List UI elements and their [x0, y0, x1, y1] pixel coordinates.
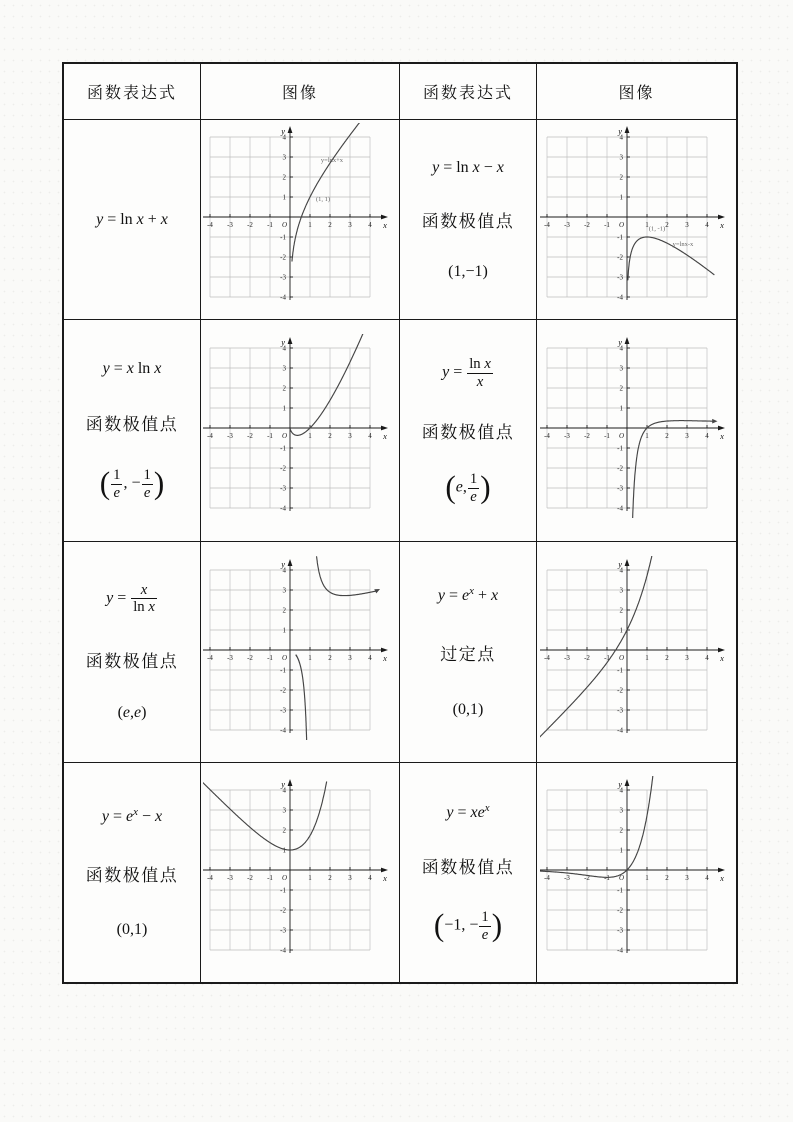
svg-text:y: y	[617, 558, 622, 569]
svg-text:y: y	[281, 779, 285, 789]
svg-text:4: 4	[619, 566, 623, 574]
svg-text:1: 1	[308, 653, 312, 662]
svg-text:3: 3	[684, 432, 689, 440]
svg-text:-4: -4	[543, 432, 550, 440]
svg-text:-3: -3	[616, 926, 623, 935]
svg-text:-1: -1	[616, 886, 623, 895]
svg-text:1: 1	[644, 432, 649, 440]
svg-text:3: 3	[619, 806, 623, 815]
graph-cell-r2-left	[201, 320, 400, 542]
svg-text:3: 3	[348, 432, 352, 440]
svg-text:2: 2	[664, 432, 669, 440]
formula-text: y = $\frac{\text{ln x}}{x}$	[442, 356, 491, 390]
graph-cell-r1-right	[537, 120, 736, 320]
svg-text:x: x	[383, 873, 387, 883]
svg-text:2: 2	[282, 384, 286, 393]
svg-text:2: 2	[328, 432, 332, 440]
function-curve	[539, 556, 654, 738]
svg-text:-4: -4	[280, 293, 286, 302]
plot-x-ln-x	[202, 334, 398, 527]
svg-text:-3: -3	[227, 874, 233, 882]
fixed-point-label: 过定点	[440, 645, 496, 665]
svg-text:1: 1	[644, 653, 649, 662]
svg-text:-3: -3	[227, 653, 233, 662]
svg-text:-1: -1	[280, 444, 286, 453]
svg-text:3: 3	[684, 874, 689, 882]
svg-text:1: 1	[619, 846, 623, 855]
svg-text:y: y	[617, 779, 622, 789]
graph-cell-r3-left	[201, 542, 400, 763]
function-curve	[631, 421, 712, 522]
svg-text:-1: -1	[267, 653, 273, 662]
svg-text:O: O	[281, 221, 287, 229]
svg-text:1: 1	[308, 221, 312, 229]
svg-text:x: x	[383, 220, 387, 230]
extremum-label: 函数极值点	[85, 865, 179, 885]
svg-text:3: 3	[619, 364, 623, 373]
svg-text:2: 2	[328, 874, 332, 882]
svg-text:O: O	[618, 653, 624, 662]
expression-cell-r1-left	[64, 120, 201, 320]
svg-text:1: 1	[619, 193, 623, 202]
svg-text:1: 1	[308, 874, 312, 882]
header-graph-1: 图像	[201, 64, 400, 120]
svg-text:4: 4	[619, 786, 623, 795]
svg-text:2: 2	[664, 653, 669, 662]
svg-text:-2: -2	[616, 686, 623, 694]
svg-text:2: 2	[664, 221, 669, 229]
svg-text:-4: -4	[280, 504, 286, 513]
svg-text:4: 4	[704, 221, 709, 229]
svg-text:O: O	[281, 874, 287, 882]
svg-text:y: y	[281, 337, 285, 347]
formula-text: y = ln x + x	[96, 210, 168, 228]
function-curve	[203, 782, 327, 850]
extremum-label: 函数极值点	[421, 858, 515, 878]
svg-text:-4: -4	[207, 874, 213, 882]
point-text: ( $\frac{1}{e}$ , − $\frac{1}{e}$ )	[99, 466, 165, 502]
svg-text:4: 4	[368, 221, 372, 229]
svg-text:-3: -3	[563, 874, 570, 882]
svg-text:1: 1	[619, 626, 623, 634]
graph-cell-r2-right	[537, 320, 736, 542]
svg-text:2: 2	[328, 653, 332, 662]
svg-text:-3: -3	[227, 432, 233, 440]
curve-arrow	[712, 419, 717, 424]
svg-text:4: 4	[282, 344, 286, 353]
graph-cell-r4-right	[537, 763, 736, 982]
point-text: (1,−1)	[448, 262, 488, 280]
graph-svg	[539, 556, 735, 744]
svg-text:4: 4	[704, 653, 709, 662]
expression-cell-r4-right	[400, 763, 537, 982]
expression-cell-r2-left	[64, 320, 201, 542]
function-curve	[290, 334, 365, 435]
header-expression-2: 函数表达式	[400, 64, 537, 120]
svg-text:-3: -3	[280, 273, 286, 282]
svg-text:-2: -2	[280, 906, 286, 915]
expression-cell-r1-right	[400, 120, 537, 320]
svg-text:O: O	[618, 432, 624, 440]
extremum-label: 函数极值点	[421, 423, 515, 442]
svg-text:-2: -2	[247, 432, 253, 440]
svg-text:-3: -3	[616, 273, 623, 282]
svg-text:-2: -2	[583, 653, 590, 662]
svg-text:2: 2	[619, 606, 623, 614]
graph-svg	[539, 334, 735, 522]
svg-text:y: y	[617, 337, 622, 347]
svg-text:2: 2	[619, 826, 623, 835]
svg-text:-4: -4	[280, 726, 286, 734]
svg-text:-2: -2	[583, 221, 590, 229]
plot-ex-minus-x	[202, 776, 398, 969]
svg-text:4: 4	[282, 786, 286, 795]
svg-text:3: 3	[348, 874, 352, 882]
svg-text:4: 4	[368, 432, 372, 440]
svg-text:2: 2	[328, 221, 332, 229]
function-curve	[292, 123, 366, 261]
svg-text:4: 4	[619, 133, 623, 142]
expression-cell-r3-right	[400, 542, 537, 763]
extremum-label: 函数极值点	[421, 212, 515, 231]
svg-text:3: 3	[282, 364, 286, 373]
svg-text:-1: -1	[267, 432, 273, 440]
svg-text:x: x	[719, 220, 724, 230]
svg-text:1: 1	[619, 404, 623, 413]
svg-text:-4: -4	[616, 946, 623, 955]
point-text: (−1, − $\frac{1}{e}$ )	[433, 908, 503, 944]
svg-text:y: y	[281, 558, 285, 569]
svg-text:-1: -1	[280, 233, 286, 242]
svg-text:-4: -4	[543, 221, 550, 229]
formula-text: $y = xe^x$	[446, 802, 490, 822]
plot-x-over-ln-x	[202, 556, 398, 749]
svg-text:3: 3	[282, 153, 286, 162]
formula-text: y = $\frac{x}{\text{ln x}}$	[106, 581, 155, 616]
svg-text:1: 1	[644, 874, 649, 882]
svg-text:2: 2	[664, 874, 669, 882]
svg-text:4: 4	[368, 874, 372, 882]
svg-text:-4: -4	[280, 946, 286, 955]
svg-text:x: x	[383, 652, 387, 663]
svg-text:3: 3	[619, 153, 623, 162]
svg-text:x: x	[383, 431, 387, 441]
expression-cell-r4-left	[64, 763, 201, 982]
svg-text:1: 1	[282, 846, 286, 855]
graph-cell-r4-left	[201, 763, 400, 982]
svg-text:O: O	[281, 653, 287, 662]
svg-text:3: 3	[348, 221, 352, 229]
graph-svg	[202, 123, 398, 311]
svg-text:-2: -2	[247, 221, 253, 229]
svg-text:-2: -2	[583, 432, 590, 440]
graph-svg	[202, 556, 398, 744]
point-text: (0,1)	[452, 700, 484, 718]
svg-text:-1: -1	[280, 886, 286, 895]
svg-text:3: 3	[619, 586, 623, 594]
expression-cell-r2-right	[400, 320, 537, 542]
svg-text:-1: -1	[616, 666, 623, 674]
expression-cell-r3-left	[64, 542, 201, 763]
svg-text:1: 1	[282, 626, 286, 634]
plot-ln-x-plus-x	[202, 123, 398, 316]
svg-text:x: x	[719, 652, 724, 663]
plot-ln-x-over-x	[539, 334, 735, 527]
svg-text:x: x	[719, 431, 724, 441]
svg-text:-2: -2	[616, 464, 623, 473]
svg-text:-1: -1	[603, 653, 610, 662]
svg-text:-3: -3	[563, 653, 570, 662]
svg-text:-3: -3	[280, 926, 286, 935]
curve-annotation: (1, -1)	[648, 225, 665, 233]
header-expression-1: 函数表达式	[64, 64, 201, 120]
svg-text:-3: -3	[227, 221, 233, 229]
curve-arrow	[374, 586, 381, 592]
svg-text:-3: -3	[280, 706, 286, 714]
plot-x-ex	[539, 776, 735, 969]
point-text: (e,e)	[117, 704, 147, 722]
svg-text:2: 2	[619, 384, 623, 393]
formula-text: y = ln x − x	[432, 158, 504, 176]
svg-text:O: O	[618, 874, 624, 882]
svg-text:-2: -2	[247, 653, 253, 662]
svg-text:x: x	[719, 873, 724, 883]
svg-text:-1: -1	[616, 444, 623, 453]
svg-text:3: 3	[684, 221, 689, 229]
svg-text:4: 4	[704, 874, 709, 882]
formula-text: $y = e^x - x$	[101, 806, 163, 825]
header-graph-2: 图像	[537, 64, 736, 120]
svg-text:-3: -3	[280, 484, 286, 493]
plot-ln-x-minus-x	[539, 123, 735, 316]
svg-text:-4: -4	[543, 874, 550, 882]
svg-text:O: O	[618, 221, 624, 229]
graph-cell-r1-left	[201, 120, 400, 320]
function-curve	[296, 655, 309, 744]
svg-text:-1: -1	[616, 233, 623, 242]
svg-text:-3: -3	[563, 221, 570, 229]
function-curve	[539, 776, 653, 877]
svg-text:-4: -4	[616, 726, 623, 734]
function-curve	[627, 237, 713, 280]
svg-text:4: 4	[619, 344, 623, 353]
svg-text:-3: -3	[563, 432, 570, 440]
svg-text:2: 2	[619, 173, 623, 182]
svg-text:-4: -4	[207, 432, 213, 440]
svg-text:-2: -2	[616, 906, 623, 915]
point-text: (e, $\frac{1}{e}$ )	[445, 470, 491, 505]
svg-text:-4: -4	[616, 293, 623, 302]
svg-text:-4: -4	[543, 653, 550, 662]
svg-text:4: 4	[368, 653, 372, 662]
curve-annotation: (1, 1)	[315, 196, 331, 203]
svg-text:-2: -2	[280, 686, 286, 694]
svg-text:4: 4	[704, 432, 709, 440]
svg-text:-1: -1	[280, 666, 286, 674]
plot-ex-plus-x	[539, 556, 735, 749]
svg-text:-2: -2	[280, 253, 286, 262]
svg-text:O: O	[281, 432, 287, 440]
svg-text:2: 2	[282, 173, 286, 182]
svg-text:1: 1	[644, 221, 649, 229]
svg-text:3: 3	[282, 806, 286, 815]
svg-text:4: 4	[282, 133, 286, 142]
svg-text:2: 2	[282, 606, 286, 614]
graph-svg	[539, 776, 735, 964]
svg-text:1: 1	[308, 432, 312, 440]
svg-text:y: y	[617, 126, 622, 136]
svg-text:3: 3	[348, 653, 352, 662]
extremum-label: 函数极值点	[85, 652, 179, 672]
formula-text: y = x ln x	[102, 360, 162, 378]
svg-text:-1: -1	[267, 874, 273, 882]
svg-text:3: 3	[282, 586, 286, 594]
graph-svg	[202, 776, 398, 964]
svg-text:-4: -4	[616, 504, 623, 513]
svg-text:3: 3	[684, 653, 689, 662]
svg-text:-3: -3	[616, 484, 623, 493]
svg-text:-2: -2	[247, 874, 253, 882]
svg-text:2: 2	[282, 826, 286, 835]
svg-text:1: 1	[282, 193, 286, 202]
svg-text:-4: -4	[207, 653, 213, 662]
curve-annotation: y=lnx-x	[672, 241, 693, 248]
formula-text: $y = e^x + x$	[437, 585, 499, 605]
function-graph-table	[62, 62, 738, 984]
svg-text:-1: -1	[603, 874, 610, 882]
svg-text:-2: -2	[583, 874, 590, 882]
graph-cell-r3-right	[537, 542, 736, 763]
svg-text:-1: -1	[603, 432, 610, 440]
graph-svg	[202, 334, 398, 522]
svg-text:1: 1	[282, 404, 286, 413]
svg-text:y: y	[281, 126, 285, 136]
extremum-label: 函数极值点	[85, 415, 179, 435]
svg-text:-2: -2	[280, 464, 286, 473]
svg-text:-1: -1	[267, 221, 273, 229]
svg-text:-2: -2	[616, 253, 623, 262]
curve-annotation: y=lnx+x	[320, 157, 344, 164]
graph-svg	[539, 123, 735, 311]
point-text: (0,1)	[116, 920, 148, 938]
svg-text:-4: -4	[207, 221, 213, 229]
svg-text:4: 4	[282, 566, 286, 574]
svg-text:-1: -1	[603, 221, 610, 229]
svg-text:-3: -3	[616, 706, 623, 714]
